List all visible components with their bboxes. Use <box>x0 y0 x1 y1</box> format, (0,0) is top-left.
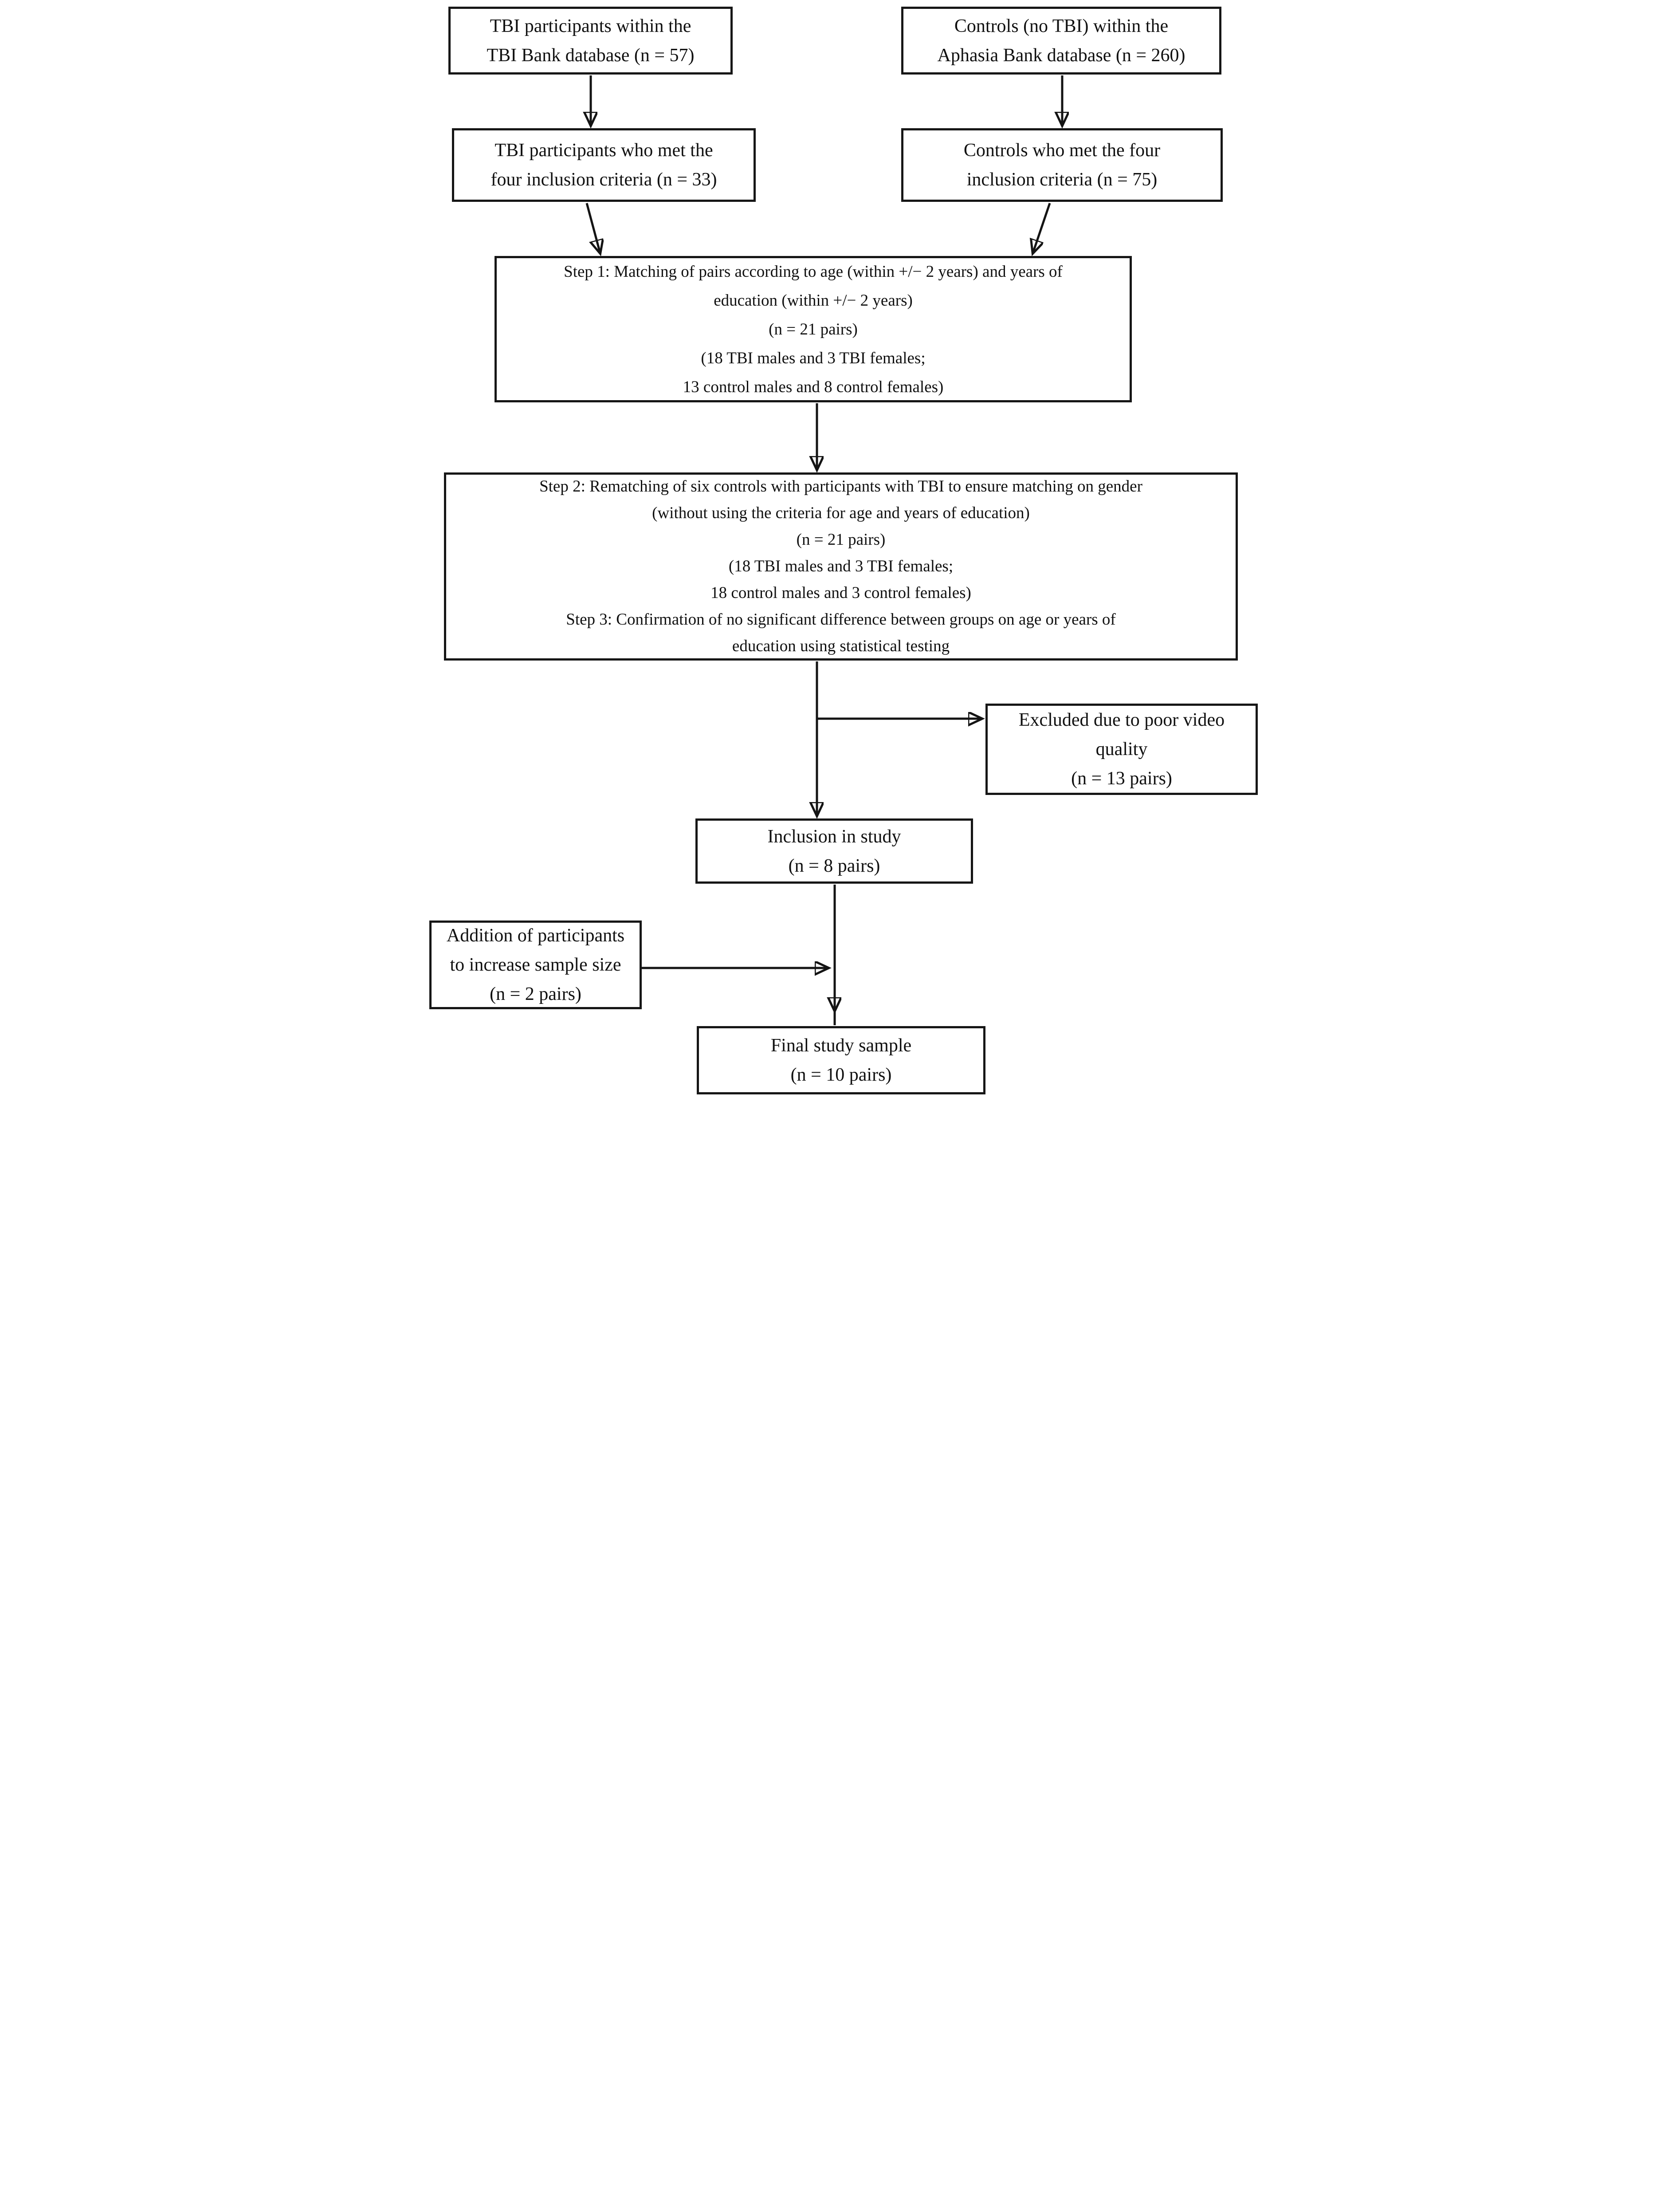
text-line: Step 1: Matching of pairs according to age (within +/− 2 years) and years of <box>564 262 1063 281</box>
box-excluded-poor-video <box>985 704 1258 795</box>
text-line: Step 3: Confirmation of no significant difference between groups on age or years of <box>566 610 1116 629</box>
text-line: (18 TBI males and 3 TBI females; <box>728 557 954 575</box>
box-tbi-inclusion-criteria <box>452 128 756 202</box>
text-line: TBI participants who met the <box>495 140 713 161</box>
box-addition-of-participants <box>429 921 642 1009</box>
text-line: (without using the criteria for age and years of education) <box>652 504 1030 522</box>
text-line: TBI Bank database (n = 57) <box>487 45 695 66</box>
participant-flow-diagram <box>420 0 1260 1102</box>
box-controls-inclusion-criteria <box>901 128 1223 202</box>
text-line: Aphasia Bank database (n = 260) <box>937 45 1185 66</box>
text-line: TBI participants within the <box>490 16 691 36</box>
text-line: quality <box>1095 739 1148 759</box>
text-line: Controls who met the four <box>963 140 1161 161</box>
box-inclusion-in-study <box>695 818 973 884</box>
text-line: (n = 21 pairs) <box>796 531 886 549</box>
text-line: inclusion criteria (n = 75) <box>966 169 1158 190</box>
text-line: to increase sample size <box>450 955 621 975</box>
text-line: 18 control males and 3 control females) <box>710 584 971 602</box>
box-controls-database <box>901 7 1221 75</box>
box-tbi-database <box>448 7 733 75</box>
text-line: Inclusion in study <box>767 826 901 847</box>
arrow-controls-inclusion-to-step1 <box>1033 203 1050 253</box>
text-line: (n = 2 pairs) <box>490 984 581 1004</box>
text-line: Step 2: Rematching of six controls with participants with TBI to ensure matching on gender <box>539 477 1142 496</box>
text-line: (n = 21 pairs) <box>769 320 858 338</box>
text-line: Final study sample <box>770 1035 912 1056</box>
text-line: Addition of participants <box>446 925 625 946</box>
box-final-study-sample <box>697 1026 985 1094</box>
text-line: Excluded due to poor video <box>1018 710 1225 730</box>
box-step2-step3-rematching <box>444 472 1238 661</box>
text-line: 13 control males and 8 control females) <box>683 378 944 396</box>
text-line: education using statistical testing <box>732 637 950 655</box>
text-line: education (within +/− 2 years) <box>714 291 913 310</box>
text-line: Controls (no TBI) within the <box>954 16 1169 36</box>
text-line: (n = 13 pairs) <box>1071 768 1172 789</box>
text-line: (18 TBI males and 3 TBI females; <box>701 349 926 367</box>
box-step1-matching <box>495 256 1132 402</box>
text-line: (n = 10 pairs) <box>790 1065 892 1085</box>
arrow-tbi-inclusion-to-step1 <box>587 203 600 253</box>
text-line: (n = 8 pairs) <box>788 855 880 876</box>
text-line: four inclusion criteria (n = 33) <box>491 169 717 190</box>
